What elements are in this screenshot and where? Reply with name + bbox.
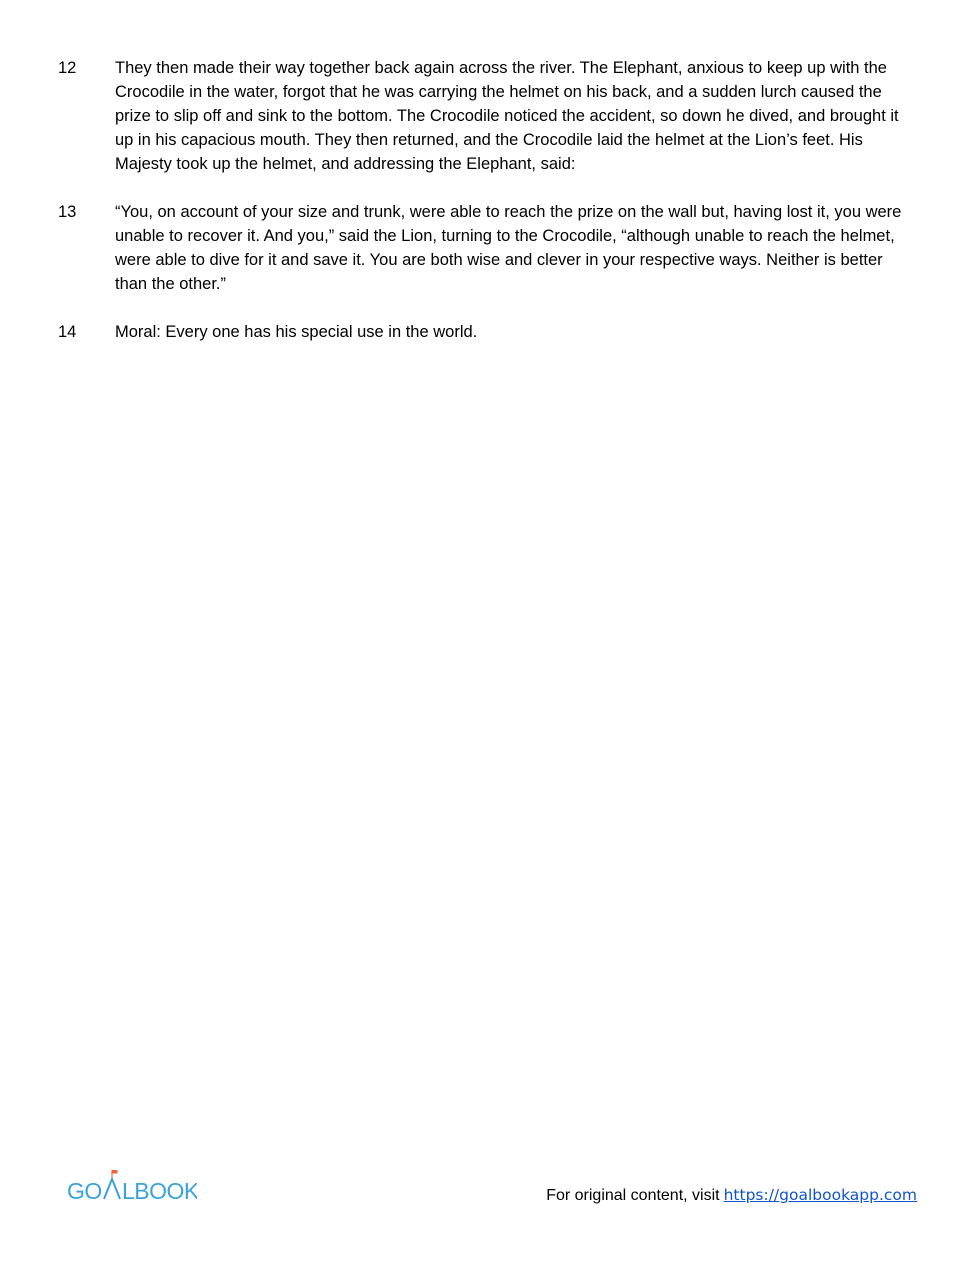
numbered-paragraph xyxy=(58,320,918,344)
goalbook-link[interactable]: https://goalbookapp.com xyxy=(723,1186,917,1204)
paragraph-text: Moral: Every one has his special use in the world. xyxy=(115,323,478,341)
numbered-paragraph xyxy=(58,56,918,176)
numbered-paragraph xyxy=(58,200,918,296)
goalbook-logo xyxy=(67,1168,197,1208)
paragraph-number: 12 xyxy=(58,59,77,77)
paragraph-number: 13 xyxy=(58,203,77,221)
svg-text:GO: GO xyxy=(67,1178,102,1204)
goalbook-logo-icon xyxy=(67,1168,197,1208)
svg-text:LBOOK: LBOOK xyxy=(122,1178,197,1204)
paragraph-list xyxy=(58,56,918,368)
footer-visit-text: For original content, visit xyxy=(546,1187,720,1204)
paragraph-text: They then made their way together back again across the river. The Elephant, anxious to keep up with the Crocodile in the water, forgot that he was carrying the helmet on his back, and a sudden lurch caused the prize to slip off and sink to the bottom. The Crocodile noticed the accident, so down he dived, and brought it up in his capacious mouth. They then returned, and the Crocodile laid the helmet at the Lion’s feet. His Majesty took up the helmet, and addressing the Elephant, said: xyxy=(115,59,899,173)
paragraph-number: 14 xyxy=(58,323,77,341)
paragraph-text: “You, on account of your size and trunk, were able to reach the prize on the wall but, having lost it, you were unable to recover it. And you,” said the Lion, turning to the Crocodile, “although unable to reach the helmet, were able to dive for it and save it. You are both wise and clever in your respective ways. Neither is better than the other.” xyxy=(115,203,902,293)
footer-attribution xyxy=(546,1184,917,1207)
